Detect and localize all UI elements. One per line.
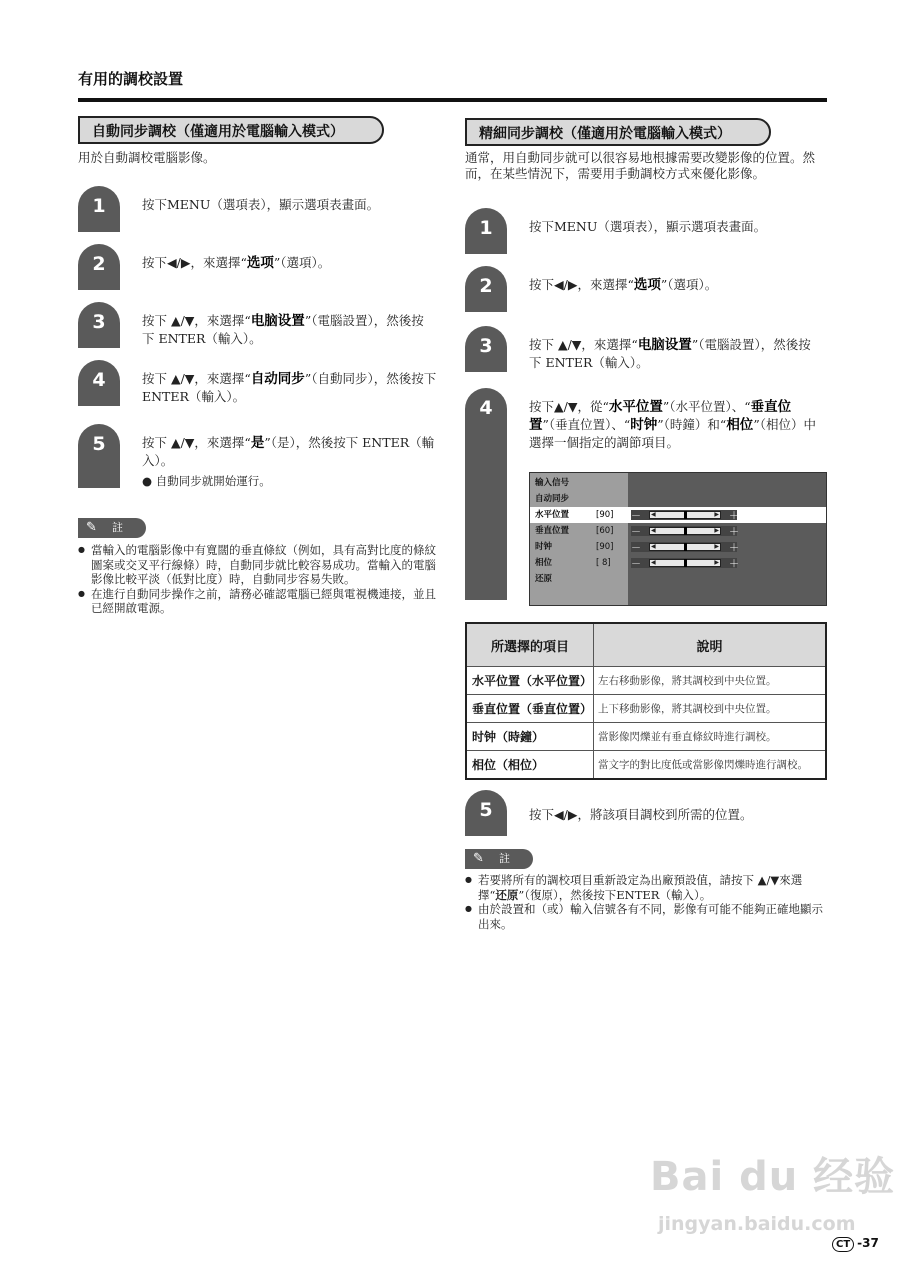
note-item: ● 由於設置和（或）輸入信號各有不同，影像有可能不能夠正確地顯示出來。 — [465, 902, 827, 931]
paperclip-icon: ✎ — [473, 851, 484, 866]
slider-track — [649, 527, 721, 535]
osd-row-label: 垂直位置 — [535, 526, 570, 536]
slider-track — [649, 559, 721, 567]
osd-row-label: 输入信号 — [535, 478, 570, 488]
table-cell-desc: 左右移動影像，將其調校到中央位置。 — [594, 667, 826, 695]
right-step-3 — [465, 326, 827, 372]
plus-icon: ＋ — [729, 527, 739, 538]
left-arrow-icon: ◀ — [651, 559, 656, 566]
step-number-badge: 2 — [78, 244, 120, 290]
adjustment-items-table — [465, 622, 827, 780]
right-intro: 通常，用自動同步就可以很容易地根據需要改變影像的位置。然而，在某些情況下，需要用手動調校方式來優化影像。 — [465, 150, 816, 181]
step-text: 按下 ▲/▼，來選擇“电脑设置”（電腦設置），然後按下 ENTER（輸入）。 — [529, 337, 811, 370]
step-number-badge: 5 — [78, 424, 120, 488]
left-section-title: 自動同步調校（僅適用於電腦輸入模式） — [78, 116, 384, 144]
page-header-title: 有用的調校設置 — [78, 70, 184, 88]
step-number-badge: 2 — [465, 266, 507, 312]
osd-menu-screen — [529, 472, 827, 606]
osd-slider[interactable] — [631, 542, 737, 552]
left-intro: 用於自動調校電腦影像。 — [78, 150, 216, 165]
table-cell-item: 时钟（時鐘） — [466, 723, 594, 751]
left-note-tag: ✎ 註 — [78, 518, 146, 538]
step-text: 按下◀/▶，將該項目調校到所需的位置。 — [529, 807, 753, 822]
right-arrow-icon: ▶ — [714, 559, 719, 566]
right-step-1 — [465, 208, 827, 254]
left-arrow-icon: ◀ — [651, 543, 656, 550]
table-cell-item: 垂直位置（垂直位置） — [466, 695, 594, 723]
step-number-badge: 4 — [465, 388, 507, 600]
slider-thumb[interactable] — [684, 559, 687, 567]
step-text: 按下 ▲/▼，來選擇“电脑设置”（電腦設置），然後按下 ENTER（輸入）。 — [142, 313, 424, 346]
slider-thumb[interactable] — [684, 543, 687, 551]
step-bullet: ● 自動同步就開始運行。 — [142, 474, 271, 488]
table-cell-desc: 當文字的對比度低或當影像閃爍時進行調校。 — [594, 751, 826, 780]
plus-icon: ＋ — [729, 543, 739, 554]
region-badge: CT — [832, 1237, 854, 1252]
table-cell-desc: 當影像閃爍並有垂直條紋時進行調校。 — [594, 723, 826, 751]
step-number-badge: 1 — [465, 208, 507, 254]
header-rule — [78, 98, 827, 102]
right-arrow-icon: ▶ — [714, 527, 719, 534]
right-section-title: 精細同步調校（僅適用於電腦輸入模式） — [465, 118, 771, 146]
osd-slider[interactable] — [631, 526, 737, 536]
minus-icon: － — [631, 543, 641, 554]
table-header-row — [466, 623, 826, 667]
slider-track — [649, 511, 721, 519]
osd-row-label: 相位 — [535, 558, 553, 568]
osd-row[interactable] — [530, 555, 628, 571]
osd-row-value: [ 8] — [596, 558, 611, 568]
minus-icon: － — [631, 527, 641, 538]
step-number-badge: 5 — [465, 790, 507, 836]
watermark-url: jingyan.baidu.com — [658, 1213, 856, 1235]
left-step-2 — [78, 244, 448, 290]
table-header-desc: 說明 — [594, 623, 826, 667]
step-text: 按下◀/▶，來選擇“选项”（選項）。 — [142, 255, 331, 271]
osd-row-value: [60] — [596, 526, 614, 536]
note-item: ● 在進行自動同步操作之前，請務必確認電腦已經與電視機連接，並且已經開啟電源。 — [78, 587, 440, 616]
table-cell-item: 水平位置（水平位置） — [466, 667, 594, 695]
osd-row[interactable] — [530, 571, 628, 587]
note-item: ● 若要將所有的調校項目重新設定為出廠預設值，請按下 ▲/▼來選擇“还原”（復原），然後按下ENTER（輸入）。 — [465, 873, 827, 902]
osd-row-label: 时钟 — [535, 542, 553, 552]
step-number-badge: 4 — [78, 360, 120, 406]
table-row — [466, 667, 826, 695]
right-arrow-icon: ▶ — [714, 543, 719, 550]
left-arrow-icon: ◀ — [651, 527, 656, 534]
step-number-badge: 3 — [465, 326, 507, 372]
step-number-badge: 1 — [78, 186, 120, 232]
left-arrow-icon: ◀ — [651, 511, 656, 518]
table-row — [466, 695, 826, 723]
left-step-5 — [78, 424, 448, 500]
step-text: 按下▲/▼，從“水平位置”（水平位置）、“垂直位置”（垂直位置）、“时钟”（時鐘）和“相位”（相位）中選擇一個指定的調節項目。 — [529, 399, 816, 450]
right-notes — [465, 873, 827, 931]
step-text: 按下 ▲/▼，來選擇“是”（是），然後按下 ENTER（輸入）。 — [142, 435, 435, 468]
osd-row[interactable] — [530, 523, 628, 539]
left-step-4 — [78, 360, 448, 406]
osd-row[interactable] — [530, 475, 628, 491]
osd-row[interactable] — [530, 491, 628, 507]
plus-icon: ＋ — [729, 559, 739, 570]
plus-icon: ＋ — [729, 511, 739, 522]
page-number: CT -37 — [832, 1236, 879, 1252]
note-item: ● 當輸入的電腦影像中有寬闊的垂直條紋（例如，具有高對比度的條紋圖案或交叉平行線條）時，自動同步就比較容易成功。當輸入的電腦影像比較平淡（低對比度）時，自動同步容易失敗。 — [78, 543, 440, 587]
osd-row-value: [90] — [596, 510, 614, 520]
right-note-tag: ✎ 註 — [465, 849, 533, 869]
minus-icon: － — [631, 559, 641, 570]
osd-row-label: 自动同步 — [535, 494, 570, 504]
table-cell-desc: 上下移動影像，將其調校到中央位置。 — [594, 695, 826, 723]
osd-row-value: [90] — [596, 542, 614, 552]
step-text: 按下MENU（選項表），顯示選項表畫面。 — [142, 197, 380, 212]
table-row — [466, 751, 826, 780]
table-cell-item: 相位（相位） — [466, 751, 594, 780]
right-step-2 — [465, 266, 827, 312]
table-row — [466, 723, 826, 751]
left-step-3 — [78, 302, 448, 348]
step-number-badge: 3 — [78, 302, 120, 348]
right-arrow-icon: ▶ — [714, 511, 719, 518]
slider-track — [649, 543, 721, 551]
left-notes — [78, 543, 440, 616]
step-text: 按下 ▲/▼，來選擇“自动同步”（自動同步），然後按下 ENTER（輸入）。 — [142, 371, 437, 404]
slider-thumb[interactable] — [684, 511, 687, 519]
table-header-item: 所選擇的項目 — [466, 623, 594, 667]
left-step-1 — [78, 186, 448, 232]
paperclip-icon: ✎ — [86, 520, 97, 535]
step-text: 按下MENU（選項表），顯示選項表畫面。 — [529, 219, 767, 234]
watermark-logo: Bai du 经验 — [650, 1154, 896, 1200]
osd-row-label: 水平位置 — [535, 510, 570, 520]
right-step-5 — [465, 790, 827, 836]
osd-row-label: 还原 — [535, 574, 553, 584]
osd-row[interactable] — [530, 539, 628, 555]
osd-slider[interactable] — [631, 558, 737, 568]
minus-icon: － — [631, 511, 641, 522]
osd-slider[interactable] — [631, 510, 737, 520]
slider-thumb[interactable] — [684, 527, 687, 535]
step-text: 按下◀/▶，來選擇“选项”（選項）。 — [529, 277, 718, 293]
